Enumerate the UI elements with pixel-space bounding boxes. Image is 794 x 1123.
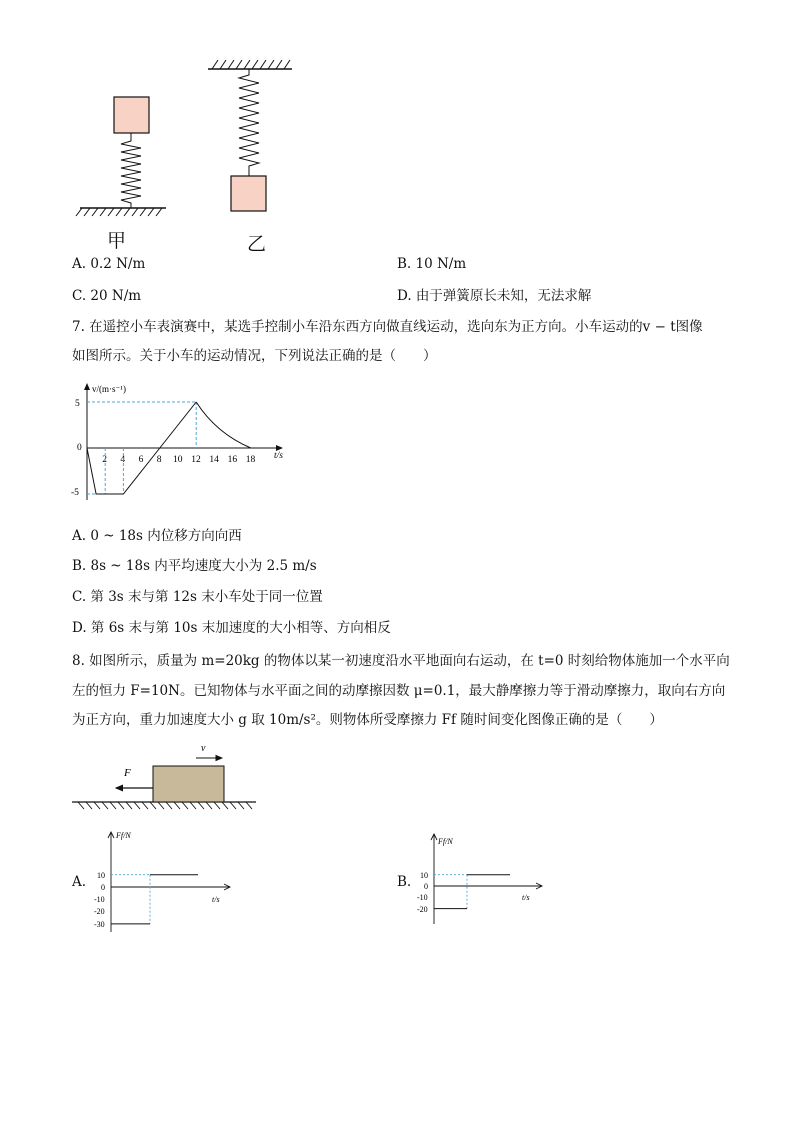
- block-force-figure: [70, 738, 270, 814]
- force-label: F: [124, 767, 131, 779]
- vt-xtick: 18: [245, 455, 256, 465]
- q8-stem-line1: 8. 如图所示，质量为 m=20kg 的物体以某一初速度沿水平地面向右运动，在 t=0 时刻给物体施加一个水平向: [72, 653, 730, 669]
- q7-option-d[interactable]: D. 第 6s 末与第 10s 末加速度的大小相等、方向相反: [72, 620, 391, 636]
- vt-ytick-neg5: -5: [71, 488, 79, 498]
- ff-ytick: -30: [94, 920, 105, 929]
- ff-ytick: -10: [417, 893, 428, 902]
- spring-figures: [70, 55, 310, 255]
- q6-option-d[interactable]: D. 由于弹簧原长未知，无法求解: [397, 288, 592, 304]
- vt-xtick: 4: [120, 455, 126, 465]
- ff-ytick: 0: [101, 883, 105, 892]
- q7-stem-line2: 如图所示。关于小车的运动情况，下列说法正确的是（ ）: [72, 348, 437, 364]
- vt-series-curve: [196, 402, 251, 448]
- figure-label-right: 乙: [247, 233, 267, 255]
- ff-xlabel: t/s: [212, 895, 220, 904]
- figure-label-left: 甲: [107, 230, 127, 252]
- vt-x-ticks: [102, 455, 255, 465]
- q6-option-a[interactable]: A. 0.2 N/m: [72, 256, 146, 272]
- q8-option-b-label[interactable]: B.: [397, 874, 412, 890]
- vt-ytick-5: 5: [75, 399, 80, 409]
- ff-ylabel: Ff/N: [116, 831, 131, 840]
- vt-chart: [70, 380, 300, 505]
- vt-ylabel: v/(m·s⁻¹): [92, 384, 126, 394]
- ff-ytick: 0: [424, 882, 428, 891]
- q8-stem-line3: 为正方向，重力加速度大小 g 取 10m/s²。则物体所受摩擦力 Ff 随时间变化图像正确的是（ ）: [72, 712, 663, 728]
- vt-xtick: 12: [191, 455, 201, 465]
- velocity-label: v: [201, 743, 206, 754]
- q8-stem-line2: 左的恒力 F=10N。已知物体与水平面之间的动摩擦因数 μ=0.1，最大静摩擦力等于滑动摩擦力，取向右方向: [72, 683, 726, 699]
- q6-option-c[interactable]: C. 20 N/m: [72, 288, 142, 304]
- ff-ytick: -20: [94, 907, 105, 916]
- ff-ytick: -20: [417, 905, 428, 914]
- q8-graph-a[interactable]: [88, 826, 248, 938]
- spring-figure-left: [76, 97, 166, 216]
- vt-ytick-0: 0: [77, 443, 82, 453]
- q8-graph-b[interactable]: [410, 826, 560, 930]
- q7-option-c[interactable]: C. 第 3s 末与第 12s 末小车处于同一位置: [72, 589, 323, 605]
- q6-option-b[interactable]: B. 10 N/m: [397, 256, 467, 272]
- ff-ylabel: Ff/N: [438, 837, 453, 846]
- vt-xtick: 14: [209, 455, 219, 465]
- ff-ytick: 10: [97, 871, 105, 880]
- vt-xtick: 6: [138, 455, 144, 465]
- q8-option-a-label[interactable]: A.: [72, 874, 87, 890]
- ff-ytick: 10: [420, 871, 428, 880]
- vt-xtick: 8: [156, 455, 162, 465]
- ff-xlabel: t/s: [522, 893, 530, 902]
- ff-ytick: -10: [94, 895, 105, 904]
- block-right: [231, 176, 266, 211]
- vt-xtick: 2: [102, 455, 107, 465]
- vt-xtick: 10: [173, 455, 183, 465]
- vt-xtick: 16: [227, 455, 238, 465]
- vt-xlabel: t/s: [274, 451, 283, 461]
- q7-option-a[interactable]: A. 0 ~ 18s 内位移方向向西: [72, 528, 242, 544]
- block-left: [114, 97, 149, 133]
- q7-stem-line1: 7. 在遥控小车表演赛中，某选手控制小车沿东西方向做直线运动，选向东为正方向。小车运动的v − t图像: [72, 319, 703, 335]
- q7-option-b[interactable]: B. 8s ~ 18s 内平均速度大小为 2.5 m/s: [72, 558, 317, 574]
- spring-figure-right: [208, 60, 292, 211]
- sliding-block: [153, 766, 224, 802]
